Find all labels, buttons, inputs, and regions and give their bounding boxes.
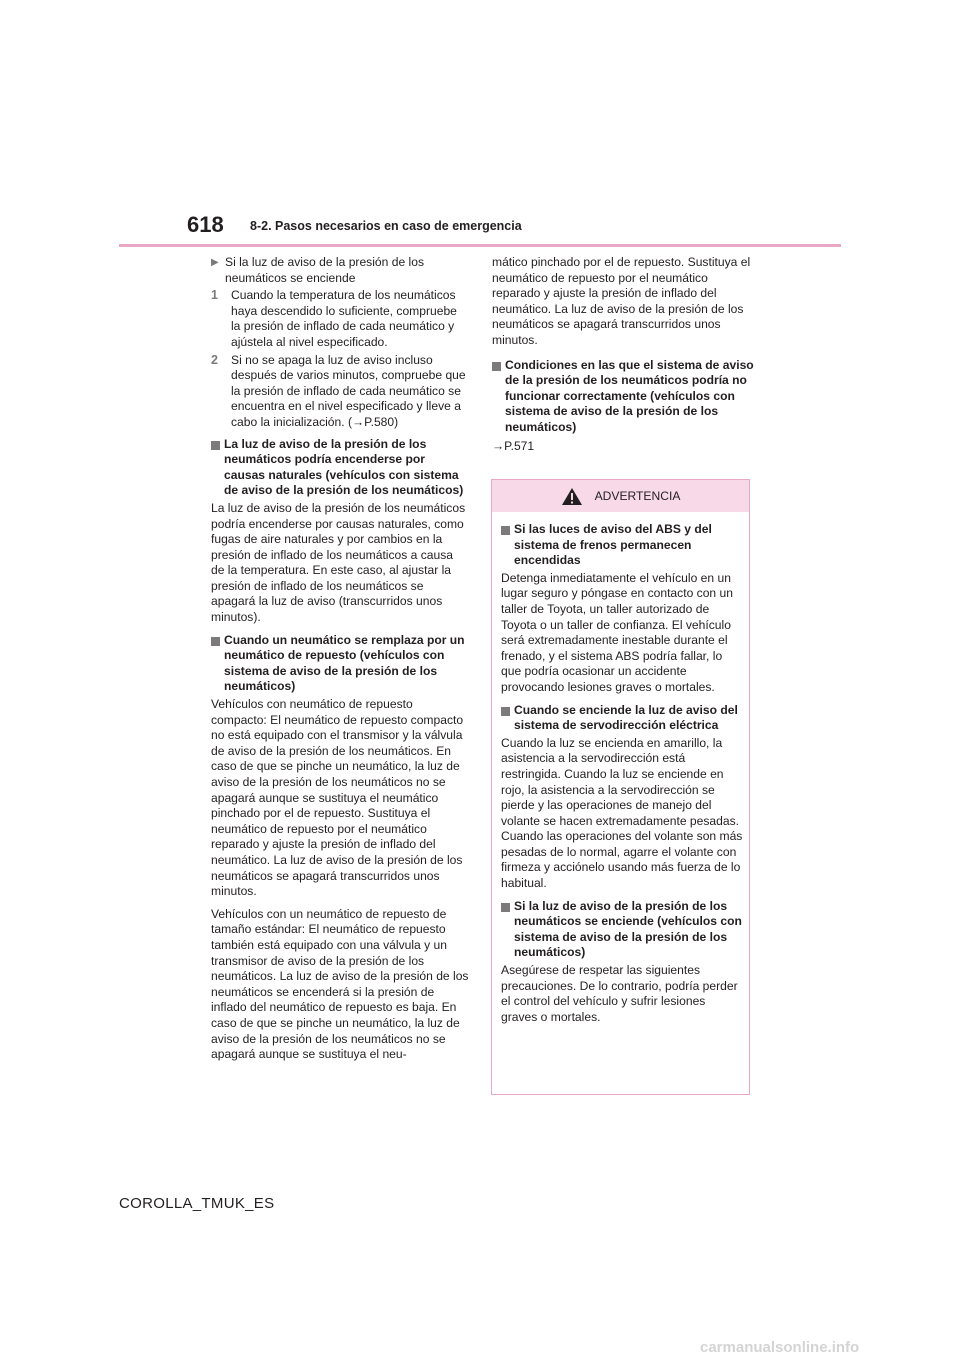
triangle-arrow-icon: ▶: [211, 257, 219, 268]
header-divider: [119, 244, 841, 247]
section-title: 8-2. Pasos necesarios en caso de emergencia: [250, 219, 522, 233]
page-reference[interactable]: →P.571: [492, 438, 535, 453]
step-1: [211, 288, 469, 350]
paragraph: La luz de aviso de la presión de los neumáticos podría encenderse por causas naturales, como fugas de aire naturales y por cambios en la presión de inflado de los neumáticos a causa de la temperatura. En este caso, al ajustar la presión de inflado de los neumáticos se apagará la luz de aviso (transcurridos unos minutos).: [211, 500, 466, 625]
site-watermark: carmanualsonline.info: [700, 1339, 860, 1356]
warning-title: ADVERTENCIA: [594, 489, 681, 503]
heading-text: Condiciones en las que el sistema de aviso de la presión de los neumáticos podría no funcionar correctamente (vehículos con sistema de aviso de la presión de los neumáticos): [505, 357, 754, 434]
square-bullet-icon: [501, 899, 514, 961]
warning-heading: [501, 703, 743, 734]
paragraph: Vehículos con un neumático de repuesto de tamaño estándar: El neumático de repuesto también está equipado con una válvula y un transmisor de aviso de la presión de los neumáticos. La luz de aviso de la presión de los neumáticos se encenderá si la presión de inflado del neumático de repuesto es baja. En caso de que se pinche un neumático, la luz de aviso de la presión de los neumáticos no se apagará aunque se sustituya el neu-: [211, 906, 469, 1062]
step-block-title: [211, 255, 469, 286]
square-bullet-icon: [492, 358, 505, 436]
warning-body: [492, 512, 749, 1025]
warning-header: [492, 480, 749, 512]
step-text: Cuando la temperatura de los neumáticos haya descendido lo suficiente, compruebe la presión de inflado de cada neumático y ajústela al nivel especificado.: [231, 288, 457, 349]
section-heading: [211, 437, 469, 499]
square-bullet-icon: [501, 703, 514, 734]
heading-text: Si la luz de aviso de la presión de los neumáticos se enciende (vehículos con sistema de aviso de la presión de los neumáticos): [514, 898, 742, 960]
step-number: 2: [211, 352, 218, 367]
heading-text: Si las luces de aviso del ABS y del sistema de frenos permanecen encendidas: [514, 522, 712, 568]
paragraph: Asegúrese de respetar las siguientes precauciones. De lo contrario, podría perder el control del vehículo y sufrir lesiones graves o mortales.: [501, 963, 738, 1024]
left-column: [211, 255, 469, 1070]
step-text: Si no se apaga la luz de aviso incluso después de varios minutos, compruebe que la presión de inflado de cada neumático se encuentra en el nivel especificado y lleve a cabo la inicialización. (→P.580): [231, 352, 466, 429]
square-bullet-icon: [211, 633, 224, 695]
step-number: 1: [211, 288, 218, 303]
heading-text: Cuando un neumático se remplaza por un neumático de repuesto (vehículos con sistema de aviso de la presión de los neumáticos): [224, 632, 465, 694]
step-title: Si la luz de aviso de la presión de los neumáticos se enciende: [225, 255, 424, 285]
section-heading: [492, 358, 754, 436]
section-heading: [211, 633, 469, 695]
right-column: [492, 255, 754, 454]
warning-triangle-icon: [561, 487, 583, 506]
square-bullet-icon: [211, 437, 224, 499]
square-bullet-icon: [501, 522, 514, 569]
model-code: COROLLA_TMUK_ES: [119, 1195, 275, 1212]
paragraph: Vehículos con neumático de repuesto compacto: El neumático de repuesto compacto no está equipado con el transmisor y la válvula de aviso de la presión de los neumáticos. En caso de que se pinche un neumático, la luz de aviso de la presión de los neumáticos no se apagará aunque se sustituya el neumático pinchado por el de repuesto. Sustituya el neumático de repuesto por el neumático reparado y ajuste la presión de inflado del neumático. La luz de aviso de la presión de los neumáticos se apagará transcurridos unos minutos.: [211, 697, 464, 899]
heading-text: La luz de aviso de la presión de los neumáticos podría encenderse por causas naturales (vehículos con sistema de aviso de la presión de los neumáticos): [224, 436, 464, 498]
page-number: 618: [187, 212, 224, 237]
paragraph: Cuando la luz se encienda en amarillo, la asistencia a la servodirección está restringida. Cuando la luz se enciende en rojo, la asistencia a la servodirección se pierde y las operaciones de manejo del volante se hacen extremadamente pesadas. Cuando las operaciones del volante son más pesadas de lo normal, agarre el volante con firmeza y acciónelo usando más fuerza de lo habitual.: [501, 735, 743, 891]
warning-heading: [501, 899, 743, 961]
step-2: [211, 353, 469, 431]
warning-box: [491, 479, 750, 1095]
paragraph: mático pinchado por el de repuesto. Sustituya el neumático de repuesto por el neumático reparado y ajuste la presión de inflado del neumático. La luz de aviso de la presión de los neumáticos se apagará transcurridos unos minutos.: [492, 255, 751, 347]
paragraph: Detenga inmediatamente el vehículo en un lugar seguro y póngase en contacto con un taller de Toyota, un taller autorizado de Toyota o un taller de confianza. El vehículo será extremadamente inestable durante el frenado, y el sistema ABS podría fallar, lo que podría ocasionar un accidente provocando lesiones graves o mortales.: [501, 570, 733, 694]
warning-heading: [501, 522, 743, 569]
heading-text: Cuando se enciende la luz de aviso del sistema de servodirección eléctrica: [514, 702, 738, 733]
